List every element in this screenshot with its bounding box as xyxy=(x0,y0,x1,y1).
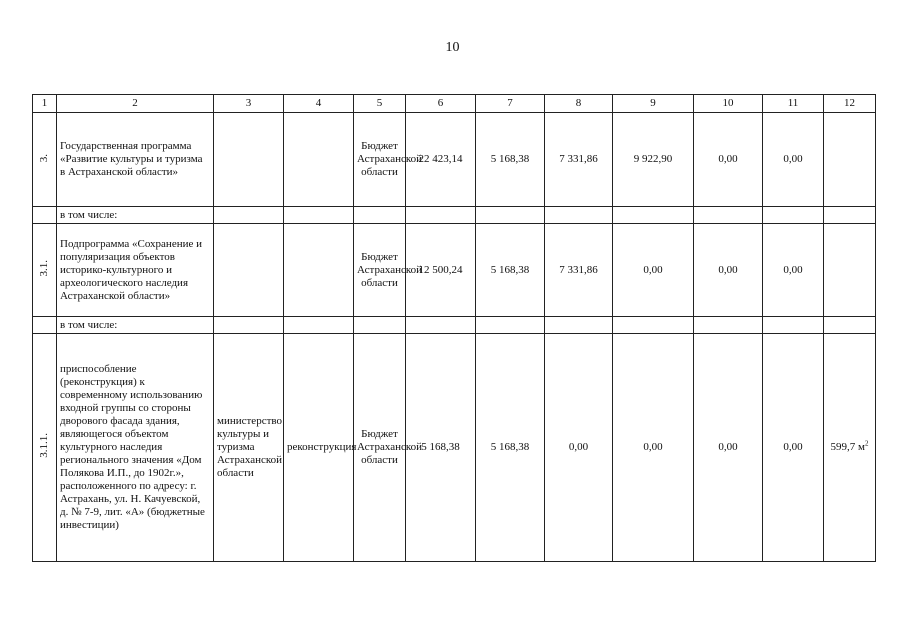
row-value-6: 5 168,38 xyxy=(406,334,476,562)
column-number: 1 xyxy=(33,95,57,113)
column-number: 10 xyxy=(694,95,763,113)
row-code: 3.1. xyxy=(33,224,57,317)
column-number-row xyxy=(33,95,876,113)
row-responsible: министерство культуры и туризма Астраханской области xyxy=(214,334,284,562)
column-number: 9 xyxy=(613,95,694,113)
subheader-row xyxy=(33,317,876,334)
row-work-type: реконструкция xyxy=(284,334,354,562)
row-value-11: 0,00 xyxy=(763,334,824,562)
row-value-9: 0,00 xyxy=(613,334,694,562)
table-row xyxy=(33,224,876,317)
row-value-12 xyxy=(824,334,876,562)
row-value-7: 5 168,38 xyxy=(476,113,545,207)
row-funding-source: Бюджет Астраханской области xyxy=(354,113,406,207)
row-name: Государственная программа «Развитие культуры и туризма в Астраханской области» xyxy=(57,113,214,207)
page-number: 10 xyxy=(445,40,460,55)
row-funding-source: Бюджет Астраханской области xyxy=(354,334,406,562)
subheader-label: в том числе: xyxy=(57,317,214,334)
subheader-label: в том числе: xyxy=(57,207,214,224)
row-value-8: 0,00 xyxy=(545,334,613,562)
column-number: 2 xyxy=(57,95,214,113)
row-value-10: 0,00 xyxy=(694,334,763,562)
column-number: 8 xyxy=(545,95,613,113)
row-value-7: 5 168,38 xyxy=(476,334,545,562)
row-value-11: 0,00 xyxy=(763,224,824,317)
row-value-12 xyxy=(824,224,876,317)
row-name: Подпрограмма «Сохранение и популяризация объектов историко-культурного и археологического наследия Астраханской области» xyxy=(57,224,214,317)
row-value-7: 5 168,38 xyxy=(476,224,545,317)
row-responsible xyxy=(214,224,284,317)
row-value-8: 7 331,86 xyxy=(545,224,613,317)
row-value-12 xyxy=(824,113,876,207)
row-value-8: 7 331,86 xyxy=(545,113,613,207)
row-responsible xyxy=(214,113,284,207)
subheader-row xyxy=(33,207,876,224)
row-value-9: 9 922,90 xyxy=(613,113,694,207)
row-value-6: 12 500,24 xyxy=(406,224,476,317)
budget-table xyxy=(32,94,876,562)
row-value-10: 0,00 xyxy=(694,224,763,317)
table-row xyxy=(33,113,876,207)
column-number: 4 xyxy=(284,95,354,113)
row-value-6: 22 423,14 xyxy=(406,113,476,207)
column-number: 5 xyxy=(354,95,406,113)
row-code: 3. xyxy=(33,113,57,207)
row-work-type xyxy=(284,224,354,317)
row-value-10: 0,00 xyxy=(694,113,763,207)
row-value-9: 0,00 xyxy=(613,224,694,317)
row-work-type xyxy=(284,113,354,207)
column-number: 3 xyxy=(214,95,284,113)
area-value: 599,7 м xyxy=(830,441,865,453)
area-unit-exponent: 2 xyxy=(864,439,869,448)
column-number: 6 xyxy=(406,95,476,113)
column-number: 12 xyxy=(824,95,876,113)
column-number: 7 xyxy=(476,95,545,113)
row-funding-source: Бюджет Астраханской области xyxy=(354,224,406,317)
table-row xyxy=(33,334,876,562)
column-number: 11 xyxy=(763,95,824,113)
row-name: приспособление (реконструкция) к современному использованию входной группы со стороны дворового фасада здания, являющегося объектом культурного наследия регионального значения «Дом Полякова И.П., до 1902г.», расположенного по адресу: г. Астрахань, ул. Н. Качуевской, д. № 7-9, лит. «А» (бюджетные инвестиции) xyxy=(57,334,214,562)
row-code: 3.1.1. xyxy=(33,334,57,562)
row-value-11: 0,00 xyxy=(763,113,824,207)
